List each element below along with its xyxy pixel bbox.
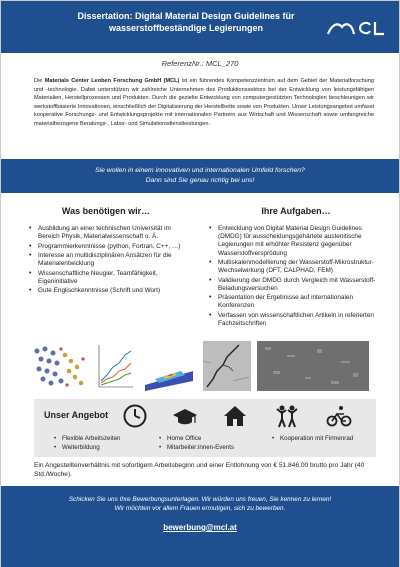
benefit-item: • Flexible Arbeitszeiten (54, 435, 121, 442)
microstructure-crack-image (203, 341, 251, 391)
tasks-list (209, 225, 379, 329)
list-item: • Validierung der DMDG durch Vergleich mit Wasserstoff-Beladungsversuchen (209, 277, 379, 293)
list-item: • Programmierkenntnisse (python, Fortran, C++, …) (29, 243, 194, 251)
requirements-heading: Was benötigen wir… (61, 206, 151, 216)
benefit-item: • Kooperation mit Firmenrad (272, 435, 354, 442)
benefit-events: Mitarbeiter:innen-Events (167, 444, 235, 451)
benefit-item: • Mitarbeiter:innen-Events (159, 444, 235, 451)
list-item: • Verfassen von wissenschaftlichen Artikeln in referierten Fachzeitschriften (209, 312, 379, 328)
list-item: • Wissenschaftliche Neugier, Teamfähigkeit, Eigeninitiative (29, 270, 194, 286)
title-line-1: Dissertation: Digital Material Design Guidelines für (77, 11, 295, 21)
intro-text: ist ein führendes Kompetenzzentrum auf dem Gebiet der Materialforschung und -technologie. Dabei unterstützen wir zahlreiche Unternehmen des Produktionssektors bei der Entwicklung von leistungsfähigen Materialien, Herstellprozessen und Produkten. Durch die gezielte Entwicklung von computergestützten Technologien beschleunigen wir werkstoffbasierte Innovationen, einschließlich der Digitalisierung der Herstellkette sowie von Produkten. Unser Leistungsangebot umfasst kooperative Forschungs- und Entwicklungsprojekte mit internationalen Partnern aus Wirtschaft und Wissenschaft sowie umfangreiche materialbezogene Beratungs-, Labor- und Simulationsdienstleistungen. (34, 78, 375, 127)
company-name: Materials Center Leoben Forschung GmbH (MCL) (44, 78, 180, 84)
benefit-home-office: Home Office (167, 435, 202, 442)
benefit-item: • Weiterbildung (54, 444, 100, 451)
intro-paragraph (34, 77, 374, 129)
people-celebrate-icon (274, 403, 300, 429)
title-line-2: wasserstoffbeständige Legierungen (108, 23, 264, 33)
application-banner (1, 486, 399, 567)
tasks-heading: Ihre Aufgaben… (261, 206, 331, 216)
invitation-banner (1, 159, 399, 193)
bicycle-icon (326, 403, 352, 429)
list-item: • Gute Englischkenntnisse (Schrift und Wort) (29, 287, 194, 295)
page-title (61, 10, 311, 34)
benefit-flexible-hours: Flexible Arbeitszeiten (62, 435, 121, 442)
clock-icon (122, 403, 148, 429)
header-bar (1, 1, 399, 53)
benefit-training: Weiterbildung (62, 444, 100, 451)
graduation-cap-icon (172, 403, 198, 429)
application-email-link[interactable]: bewerbung@mcl.at (163, 523, 237, 532)
salary-info: Ein Angestelltenverhältnis mit sofortigem Arbeitsbeginn und einer Entlohnung von € 51.846,00 brutto pro Jahr (40 Std./Woche). (34, 462, 365, 478)
intro-before: Die (34, 78, 43, 84)
benefits-heading: Unser Angebot (44, 410, 109, 420)
list-item: • Multiskalenmodellierung der Wasserstoff-Mikrostruktur-Wechselwirkung (DFT, CALPHAD, FEM) (209, 259, 379, 275)
home-icon (222, 403, 248, 429)
illustration-strip (31, 341, 371, 391)
reference-number: ReferenzNr.: MCL_270 (161, 59, 239, 68)
mcl-logo (326, 19, 386, 37)
requirements-list (29, 225, 194, 297)
invitation-line-2: Dann sind Sie genau richtig bei uns! (145, 176, 255, 184)
fem-model-image (141, 341, 197, 391)
microscopy-image (257, 341, 369, 391)
invitation-line-1: Sie wollen in einem innovativen und internationalen Umfeld forschen? (95, 167, 305, 174)
benefits-box (34, 399, 376, 457)
list-item: • Interesse an multidisziplinären Ansätzen für die Materialentwicklung (29, 252, 194, 268)
list-item: • Ausbildung an einer technischen Universität im Bereich Physik, Materialwissenschaft o. Ä. (29, 225, 194, 241)
application-line-2: Wir möchten vor allem Frauen ermutigen, sich zu bewerben. (114, 505, 286, 512)
atomic-structure-image (31, 341, 89, 391)
benefit-item: • Home Office (159, 435, 202, 442)
application-line-1: Schicken Sie uns Ihre Bewerbungsunterlagen. Wir würden uns freuen, Sie kennen zu lernen! (68, 496, 332, 503)
simulation-plot-image (95, 341, 135, 391)
list-item: • Präsentation der Ergebnisse auf internationalen Konferenzen (209, 294, 379, 310)
list-item: • Entwicklung von Digital Material Design Guidelines (DMDG) für ausscheidungsgehärtete austenitische Legierungen mit erhöhter Resistenz gegenüber Wasserstoffversprödung (209, 225, 379, 258)
benefit-company-bike: Kooperation mit Firmenrad (280, 435, 354, 442)
